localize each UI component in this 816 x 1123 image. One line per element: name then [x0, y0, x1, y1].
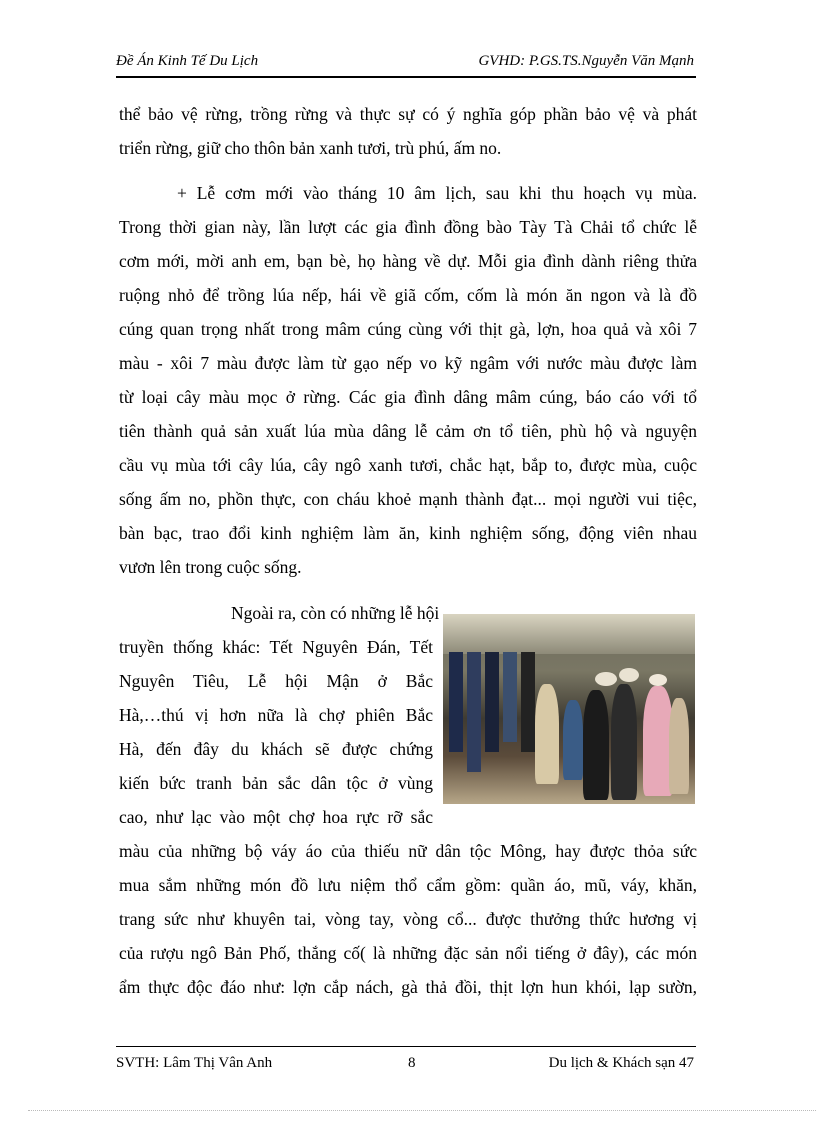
text-line: cúng quan trọng nhất trong mâm cúng cùng với thịt gà, lợn, hoa quả và xôi 7: [119, 319, 697, 339]
text-line: Ngoài ra, còn có những lễ hội: [231, 603, 440, 623]
text-line: tiên thành quả sản xuất lúa mùa dâng lễ cảm ơn tổ tiên, phù hộ và nguyện: [119, 421, 697, 441]
paragraph-festivals-wrapped: [119, 596, 440, 834]
paragraph-new-rice-festival: [119, 176, 697, 584]
page-number: 8: [408, 1055, 416, 1071]
paragraph-festivals-continued: [119, 834, 697, 1004]
text-line: sống ấm no, phồn thực, con cháu khoẻ mạnh thành đạt... mọi người vui tiệc,: [119, 489, 697, 509]
footer-student: SVTH: Lâm Thị Vân Anh: [116, 1055, 273, 1071]
photo-roof: [443, 614, 695, 654]
market-photo: [443, 614, 695, 804]
text-line: từ loại cây màu mọc ở rừng. Các gia đình dâng mâm cúng, báo cáo với tổ: [119, 387, 697, 407]
text-line: + Lễ cơm mới vào tháng 10 âm lịch, sau khi thu hoạch vụ mùa.: [177, 183, 697, 203]
footer-class: Du lịch & Khách sạn 47: [548, 1055, 694, 1071]
page-header: [116, 50, 696, 78]
paragraph-forest: [119, 97, 697, 165]
text-line: Hà,…thú vị hơn nữa là chợ phiên Bắc: [119, 705, 433, 725]
photo-person: [535, 684, 559, 784]
text-line: vươn lên trong cuộc sống.: [119, 557, 302, 577]
photo-hat: [595, 672, 617, 686]
text-line: Nguyên Tiêu, Lễ hội Mận ở Bắc: [119, 671, 433, 691]
text-line: màu của những bộ váy áo của thiếu nữ dân tộc Mông, hay được thỏa sức: [119, 841, 697, 861]
page-footer: [116, 1046, 696, 1073]
photo-textile: [521, 652, 535, 752]
text-line: màu - xôi 7 màu được làm từ gạo nếp vo kỹ ngâm với nước màu được làm: [119, 353, 697, 373]
text-line: Hà, đến đây du khách sẽ được chứng: [119, 739, 433, 759]
header-advisor: GVHD: P.GS.TS.Nguyễn Văn Mạnh: [478, 53, 694, 69]
header-title: Đề Án Kinh Tế Du Lịch: [116, 53, 259, 69]
text-line: triển rừng, giữ cho thôn bản xanh tươi, trù phú, ấm no.: [119, 138, 502, 158]
photo-person: [563, 700, 583, 780]
photo-person: [583, 690, 609, 800]
text-line: truyền thống khác: Tết Nguyên Đán, Tết: [119, 637, 433, 657]
page-break-divider: [28, 1110, 816, 1111]
text-line: trang sức như khuyên tai, vòng tay, vòng cổ... được thưởng thức hương vị: [119, 909, 697, 929]
photo-person: [669, 698, 689, 794]
photo-person: [611, 684, 637, 800]
text-line: cao, như lạc vào một chợ hoa rực rỡ sắc: [119, 807, 433, 827]
text-line: ruộng nhỏ để trồng lúa nếp, hái về giã cốm, cốm là món ăn ngon và là đồ: [119, 285, 697, 305]
text-line: bàn bạc, trao đổi kinh nghiệm làm ăn, kinh nghiệm sống, động viên nhau: [119, 523, 697, 543]
text-line: của rượu ngô Bản Phố, thắng cố( là những đặc sản nổi tiếng ở đây), các món: [119, 943, 697, 963]
photo-textile: [485, 652, 499, 752]
text-line: cầu vụ mùa tới cây lúa, cây ngô xanh tươi, chắc hạt, bắp to, được mùa, cuộc: [119, 455, 697, 475]
photo-hat: [649, 674, 667, 686]
photo-hat: [619, 668, 639, 682]
photo-textile: [503, 652, 517, 742]
text-line: cơm mới, mời anh em, bạn bè, họ hàng về dự. Mỗi gia đình dành riêng thửa: [119, 251, 697, 271]
text-line: Trong thời gian này, lần lượt các gia đình đồng bào Tày Tà Chải tổ chức lễ: [119, 217, 697, 237]
text-line: thể bảo vệ rừng, trồng rừng và thực sự có ý nghĩa góp phần bảo vệ và phát: [119, 104, 697, 124]
text-line: kiến bức tranh bản sắc dân tộc ở vùng: [119, 773, 433, 793]
text-line: mua sắm những món đồ lưu niệm thổ cẩm gồm: quần áo, mũ, váy, khăn,: [119, 875, 697, 895]
photo-textile: [449, 652, 463, 752]
photo-textile: [467, 652, 481, 772]
text-line: ẩm thực độc đáo như: lợn cắp nách, gà thả đồi, thịt lợn hun khói, lạp sườn,: [119, 977, 697, 997]
